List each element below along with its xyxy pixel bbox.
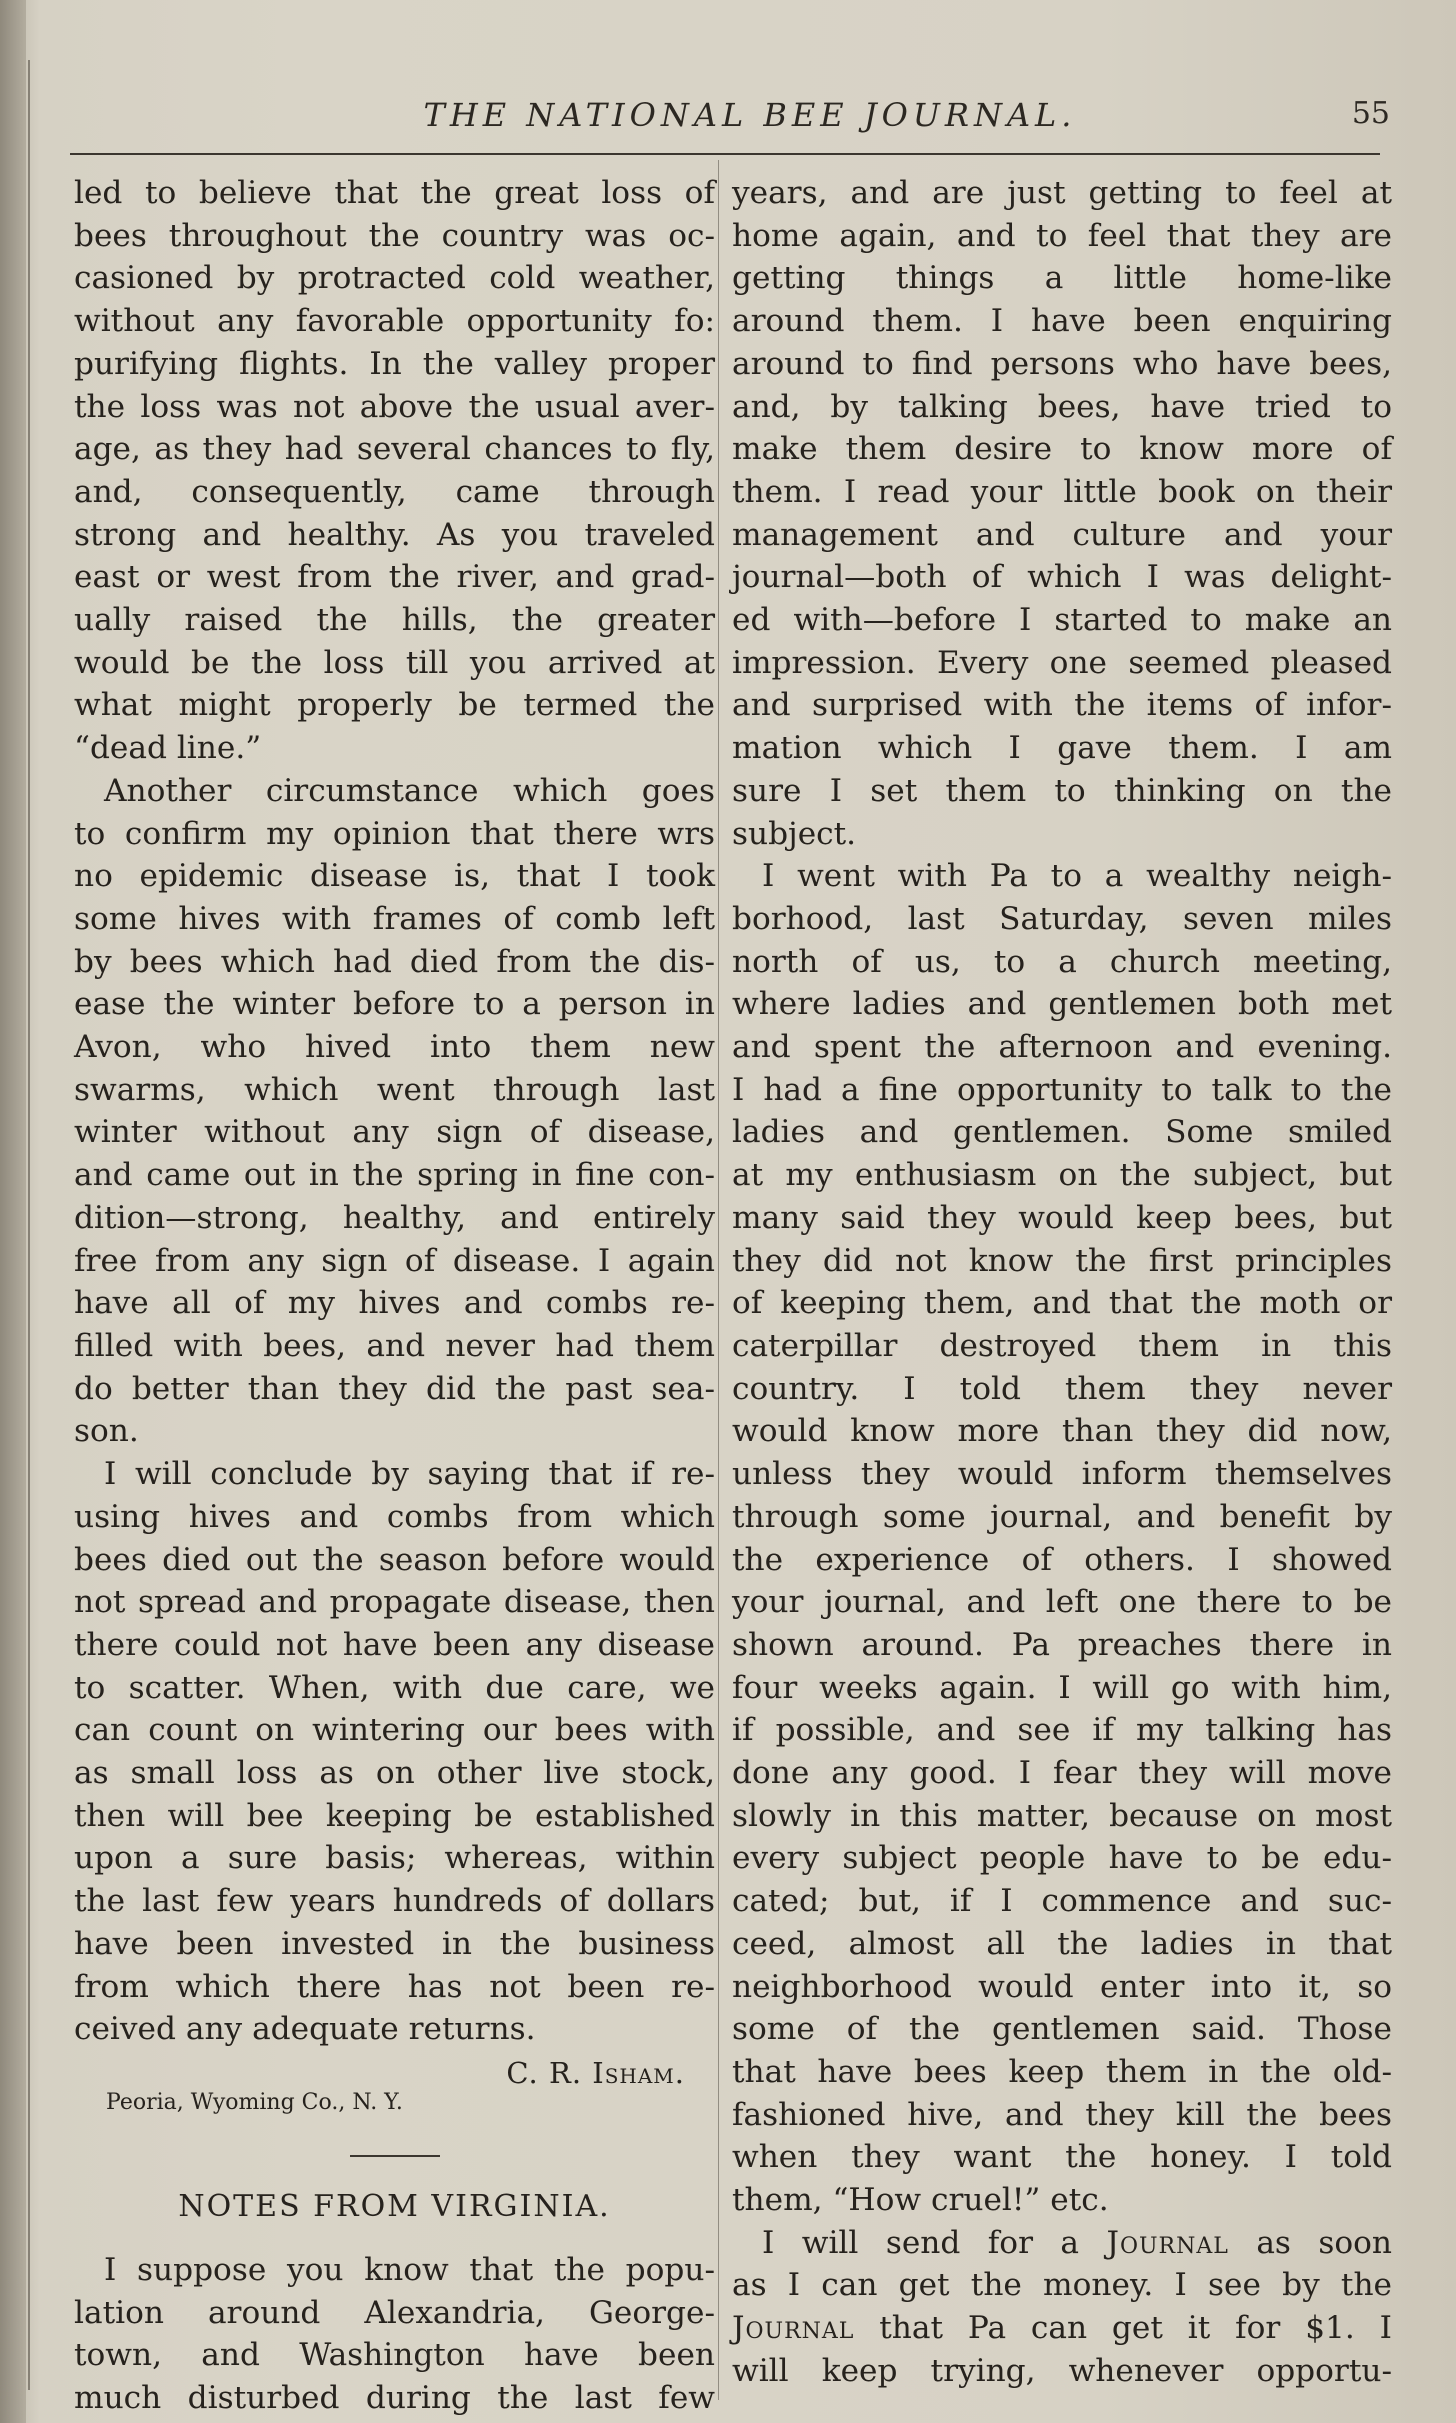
text-line: by bees which had died from the dis- bbox=[74, 943, 715, 980]
text-line: to scatter. When, with due care, we bbox=[74, 1669, 715, 1706]
text-line: bees died out the season before would bbox=[74, 1541, 715, 1578]
text-line: and came out in the spring in fine con- bbox=[74, 1157, 715, 1194]
text-line: home again, and to feel that they are bbox=[732, 217, 1392, 254]
section-separator bbox=[350, 2155, 440, 2157]
paragraph-another-circumstance bbox=[74, 770, 715, 1453]
text-line: son. bbox=[74, 1413, 139, 1450]
text-line: shown around. Pa preaches there in bbox=[732, 1626, 1392, 1663]
text-line: casioned by protracted cold weather, bbox=[74, 260, 715, 297]
paragraph-church-meeting bbox=[732, 855, 1392, 2222]
text-line: would be the loss till you arrived at bbox=[74, 644, 715, 681]
paragraph-loss-of-bees bbox=[74, 172, 715, 770]
text-line: unless they would inform themselves bbox=[732, 1456, 1392, 1493]
paragraph-notes-from-virginia bbox=[74, 2249, 715, 2420]
text-line: years, and are just getting to feel at bbox=[732, 175, 1392, 211]
text-line: your journal, and left one there to be bbox=[732, 1584, 1392, 1621]
text-line: strong and healthy. As you traveled bbox=[74, 516, 715, 553]
text-line: have all of my hives and combs re- bbox=[74, 1285, 715, 1322]
text-line: would know more than they did now, bbox=[732, 1413, 1392, 1450]
text-fragment: as soon bbox=[1228, 2224, 1392, 2261]
text-line: make them desire to know more of bbox=[732, 431, 1392, 468]
text-line: I suppose you know that the popu- bbox=[104, 2251, 715, 2288]
journal-name: Journal bbox=[1106, 2224, 1229, 2261]
text-line: journal—both of which I was delight- bbox=[732, 559, 1392, 596]
text-line: free from any sign of disease. I again bbox=[74, 1242, 715, 1279]
text-line: I will conclude by saying that if re- bbox=[104, 1456, 715, 1493]
page-number: 55 bbox=[1351, 96, 1390, 131]
text-line: impression. Every one seemed pleased bbox=[732, 644, 1392, 681]
book-spine bbox=[0, 0, 26, 2423]
text-line: will keep trying, whenever opportu- bbox=[732, 2352, 1392, 2389]
text-line: and, by talking bees, have tried to bbox=[732, 388, 1392, 425]
paragraph-continued bbox=[732, 172, 1392, 855]
text-line: there could not have been any disease bbox=[74, 1626, 715, 1663]
text-line: as I can get the money. I see by the bbox=[732, 2267, 1392, 2304]
text-line: using hives and combs from which bbox=[74, 1498, 715, 1535]
text-line: management and culture and your bbox=[732, 516, 1392, 553]
text-line: the experience of others. I showed bbox=[732, 1541, 1392, 1578]
column-divider bbox=[718, 160, 719, 2400]
text-line: not spread and propagate disease, then bbox=[74, 1584, 715, 1621]
text-line: around to find persons who have bees, bbox=[732, 345, 1392, 382]
text-line: much disturbed during the last few bbox=[74, 2380, 715, 2417]
text-line: country. I told them they never bbox=[732, 1370, 1392, 1407]
text-line bbox=[732, 2222, 1392, 2265]
text-line: sure I set them to thinking on the bbox=[732, 772, 1392, 809]
text-line bbox=[732, 2307, 1392, 2350]
text-line: done any good. I fear they will move bbox=[732, 1755, 1392, 1792]
text-line: as small loss as on other live stock, bbox=[74, 1755, 715, 1792]
header-rule bbox=[70, 153, 1380, 155]
author-location: Peoria, Wyoming Co., N. Y. bbox=[106, 2089, 403, 2115]
text-line: subject. bbox=[732, 815, 857, 852]
text-line: age, as they had several chances to fly, bbox=[74, 431, 715, 468]
text-line: some hives with frames of comb left bbox=[74, 900, 715, 937]
text-line: where ladies and gentlemen both met bbox=[732, 986, 1392, 1023]
running-title: THE NATIONAL BEE JOURNAL. bbox=[423, 96, 1077, 134]
section-heading: NOTES FROM VIRGINIA. bbox=[178, 2188, 611, 2224]
gutter-line bbox=[28, 60, 30, 2390]
text-line: borhood, last Saturday, seven miles bbox=[732, 900, 1392, 937]
text-line: ease the winter before to a person in bbox=[74, 986, 715, 1023]
text-line: led to believe that the great loss of bbox=[74, 175, 715, 211]
text-line: winter without any sign of disease, bbox=[74, 1114, 715, 1151]
text-line: dition—strong, healthy, and entirely bbox=[74, 1199, 715, 1236]
text-line: swarms, which went through last bbox=[74, 1071, 715, 1108]
text-line: the last few years hundreds of dollars bbox=[74, 1883, 715, 1920]
text-line: Another circumstance which goes bbox=[104, 772, 715, 809]
text-line: some of the gentlemen said. Those bbox=[732, 2011, 1392, 2048]
text-line: and spent the afternoon and evening. bbox=[732, 1029, 1392, 1066]
text-line: fashioned hive, and they kill the bees bbox=[732, 2096, 1392, 2133]
text-line: around them. I have been enquiring bbox=[732, 303, 1392, 340]
text-line: them. I read your little book on their bbox=[732, 473, 1392, 510]
text-line: if possible, and see if my talking has bbox=[732, 1712, 1392, 1749]
text-line: and, consequently, came through bbox=[74, 473, 715, 510]
text-fragment: that Pa can get it for $1. I bbox=[854, 2310, 1392, 2347]
text-line: what might properly be termed the bbox=[74, 687, 715, 724]
text-line: I went with Pa to a wealthy neigh- bbox=[762, 858, 1392, 895]
text-line: ceed, almost all the ladies in that bbox=[732, 1925, 1392, 1962]
text-line: lation around Alexandria, George- bbox=[74, 2294, 715, 2331]
page-header bbox=[70, 96, 1390, 146]
text-line: purifying flights. In the valley proper bbox=[74, 345, 715, 382]
text-line: have been invested in the business bbox=[74, 1925, 715, 1962]
paragraph-conclusion bbox=[74, 1453, 715, 2051]
text-line: town, and Washington have been bbox=[74, 2337, 715, 2374]
text-line: Avon, who hived into them new bbox=[74, 1029, 715, 1066]
text-line: from which there has not been re- bbox=[74, 1968, 715, 2005]
text-line: the loss was not above the usual aver- bbox=[74, 388, 715, 425]
text-line: ladies and gentlemen. Some smiled bbox=[732, 1114, 1392, 1151]
text-line: ually raised the hills, the greater bbox=[74, 602, 715, 639]
text-line: they did not know the first principles bbox=[732, 1242, 1392, 1279]
text-line: mation which I gave them. I am bbox=[732, 730, 1392, 767]
text-line: every subject people have to be edu- bbox=[732, 1840, 1392, 1877]
text-line: can count on wintering our bees with bbox=[74, 1712, 715, 1749]
text-line: filled with bees, and never had them bbox=[74, 1327, 715, 1364]
text-line: cated; but, if I commence and suc- bbox=[732, 1883, 1392, 1920]
text-line: many said they would keep bees, but bbox=[732, 1199, 1392, 1236]
text-line: do better than they did the past sea- bbox=[74, 1370, 715, 1407]
text-line: “dead line.” bbox=[74, 730, 262, 767]
author-signature: C. R. Isham. bbox=[506, 2055, 685, 2090]
text-line: no epidemic disease is, that I took bbox=[74, 858, 715, 895]
text-line: through some journal, and benefit by bbox=[732, 1498, 1392, 1535]
paragraph-send-for-journal bbox=[732, 2222, 1392, 2393]
text-line: without any favorable opportunity fo: bbox=[74, 303, 715, 340]
text-line: ed with—before I started to make an bbox=[732, 602, 1392, 639]
text-line: east or west from the river, and grad- bbox=[74, 559, 715, 596]
text-line: bees throughout the country was oc- bbox=[74, 217, 715, 254]
text-line: to confirm my opinion that there wrs bbox=[74, 815, 715, 852]
text-line: that have bees keep them in the old- bbox=[732, 2053, 1392, 2090]
right-column bbox=[732, 172, 1392, 2393]
left-column bbox=[74, 172, 715, 2420]
text-line: four weeks again. I will go with him, bbox=[732, 1669, 1392, 1706]
text-line: when they want the honey. I told bbox=[732, 2139, 1392, 2176]
text-line: and surprised with the items of infor- bbox=[732, 687, 1392, 724]
text-line: at my enthusiasm on the subject, but bbox=[732, 1157, 1392, 1194]
text-line: north of us, to a church meeting, bbox=[732, 943, 1392, 980]
text-line: upon a sure basis; whereas, within bbox=[74, 1840, 715, 1877]
text-line: slowly in this matter, because on most bbox=[732, 1797, 1392, 1834]
journal-name: Journal bbox=[732, 2310, 855, 2347]
text-line: caterpillar destroyed them in this bbox=[732, 1327, 1392, 1364]
text-line: ceived any adequate returns. bbox=[74, 2011, 536, 2048]
text-line: of keeping them, and that the moth or bbox=[732, 1285, 1392, 1322]
text-line: them, “How cruel!” etc. bbox=[732, 2182, 1109, 2219]
text-line: then will bee keeping be established bbox=[74, 1797, 715, 1834]
text-line: I had a fine opportunity to talk to the bbox=[732, 1071, 1392, 1108]
text-line: neighborhood would enter into it, so bbox=[732, 1968, 1392, 2005]
text-line: getting things a little home-like bbox=[732, 260, 1392, 297]
text-fragment: I will send for a bbox=[762, 2224, 1107, 2261]
